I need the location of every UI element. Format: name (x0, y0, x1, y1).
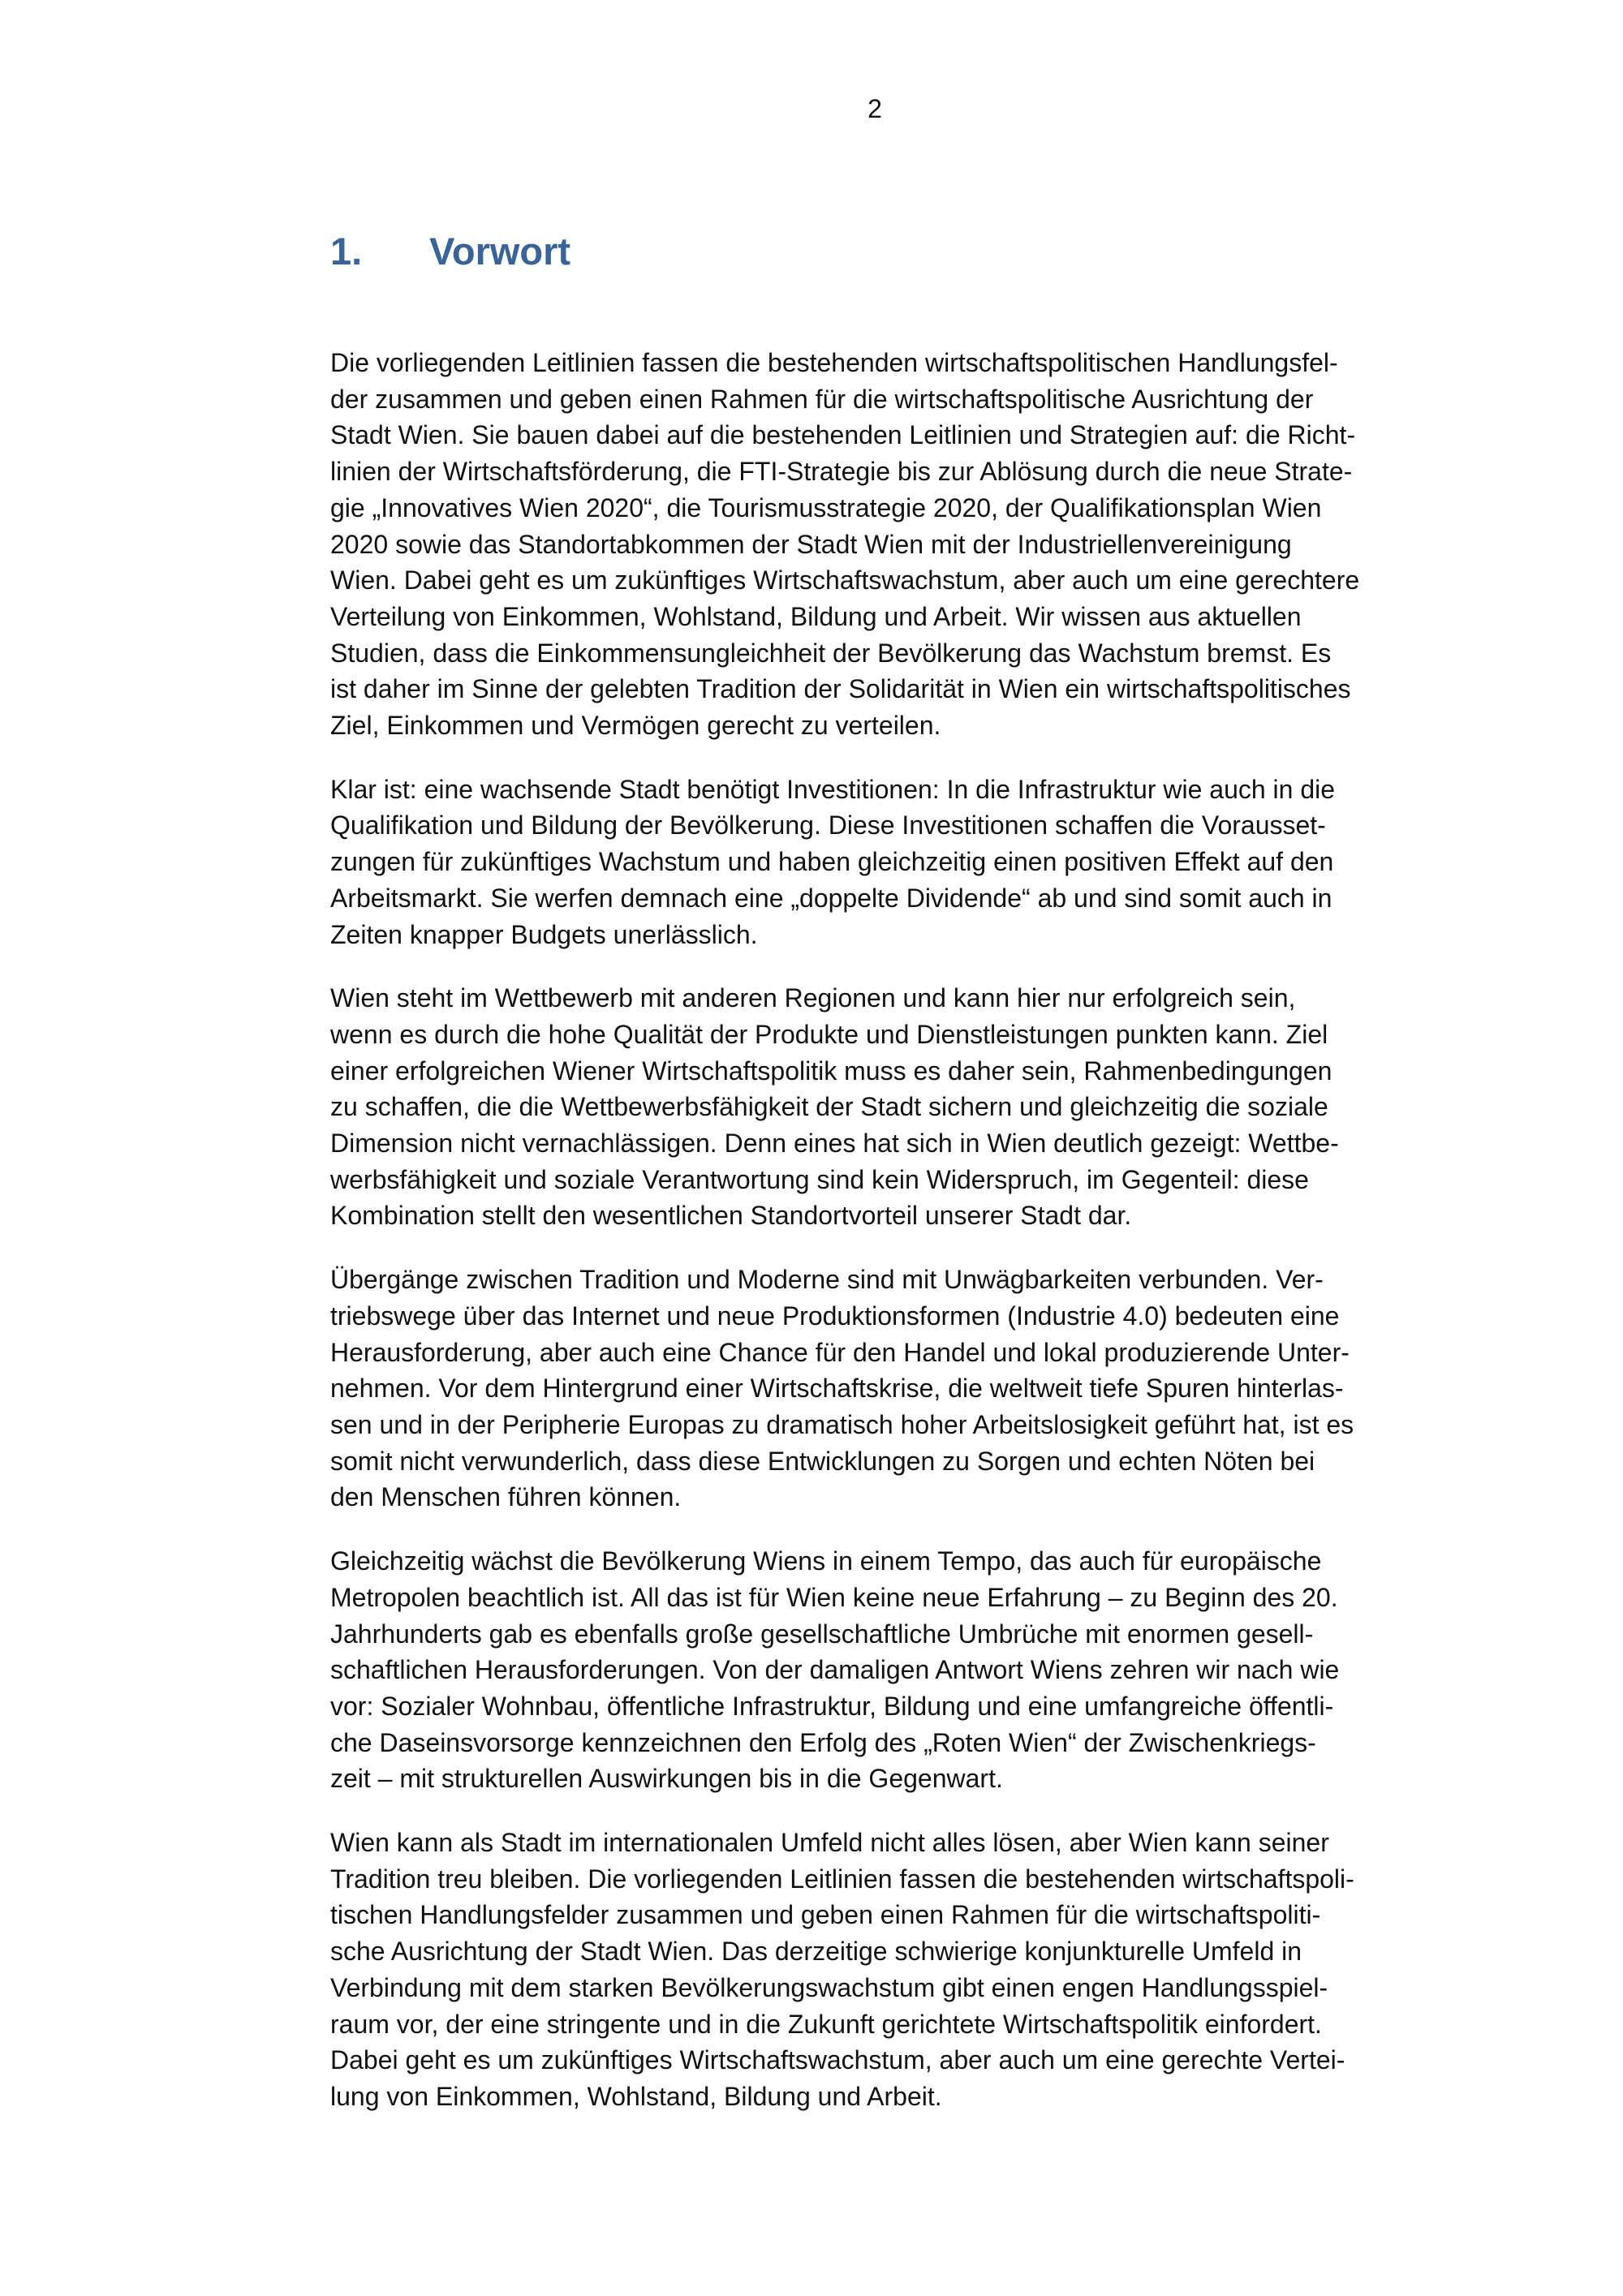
text-line: Wien steht im Wettbewerb mit anderen Regionen und kann hier nur erfolgreich sein, (330, 983, 1296, 1013)
text-line: Kombination stellt den wesentlichen Standortvorteil unserer Stadt dar. (330, 1201, 1132, 1231)
text-line: vor: Sozialer Wohnbau, öffentliche Infrastruktur, Bildung und eine umfangreiche öffentli- (330, 1691, 1334, 1721)
text-line: zu schaffen, die die Wettbewerbsfähigkeit der Stadt sichern und gleichzeitig die soziale (330, 1092, 1328, 1122)
text-line: lung von Einkommen, Wohlstand, Bildung und Arbeit. (330, 2081, 942, 2111)
text-line: Verteilung von Einkommen, Wohlstand, Bildung und Arbeit. Wir wissen aus aktuellen (330, 601, 1302, 631)
text-line: Arbeitsmarkt. Sie werfen demnach eine „doppelte Dividende“ ab und sind somit auch in (330, 883, 1332, 913)
text-line: nehmen. Vor dem Hintergrund einer Wirtschaftskrise, die weltweit tiefe Spuren hinterlas- (330, 1374, 1344, 1404)
text-line: Stadt Wien. Sie bauen dabei auf die bestehenden Leitlinien und Strategien auf: die Richt- (330, 420, 1356, 450)
text-line: raum vor, der eine stringente und in die Zukunft gerichtete Wirtschaftspolitik einfordert. (330, 2009, 1322, 2039)
text-line: einer erfolgreichen Wiener Wirtschaftspolitik muss es daher sein, Rahmenbedingungen (330, 1056, 1332, 1086)
text-line: werbsfähigkeit und soziale Verantwortung sind kein Widerspruch, im Gegenteil: diese (330, 1164, 1309, 1194)
paragraph (330, 980, 1466, 1234)
paragraph (330, 1825, 1466, 2115)
text-line: Dimension nicht vernachlässigen. Denn eines hat sich in Wien deutlich gezeigt: Wettbe- (330, 1129, 1339, 1159)
text-line: den Menschen führen können. (330, 1482, 682, 1512)
text-line: somit nicht verwunderlich, dass diese Entwicklungen zu Sorgen und echten Nöten bei (330, 1446, 1315, 1476)
text-line: Wien kann als Stadt im internationalen Umfeld nicht alles lösen, aber Wien kann seiner (330, 1828, 1329, 1858)
text-line: Metropolen beachtlich ist. All das ist für Wien keine neue Erfahrung – zu Beginn des 20. (330, 1582, 1338, 1612)
section-title: Vorwort (429, 230, 571, 273)
section-heading (330, 229, 570, 273)
paragraph (330, 345, 1466, 744)
text-line: Jahrhunderts gab es ebenfalls große gesellschaftliche Umbrüche mit enormen gesell- (330, 1619, 1314, 1649)
text-line: der zusammen und geben einen Rahmen für die wirtschaftspolitische Ausrichtung der (330, 384, 1314, 414)
text-line: tischen Handlungsfelder zusammen und geben einen Rahmen für die wirtschaftspoliti- (330, 1900, 1321, 1930)
text-line: Übergänge zwischen Tradition und Moderne sind mit Unwägbarkeiten verbunden. Ver- (330, 1265, 1324, 1295)
section-number: 1. (330, 230, 363, 273)
text-line: Klar ist: eine wachsende Stadt benötigt Investitionen: In die Infrastruktur wie auch in die (330, 774, 1336, 804)
text-line: triebswege über das Internet und neue Produktionsformen (Industrie 4.0) bedeuten eine (330, 1301, 1340, 1331)
text-line: Die vorliegenden Leitlinien fassen die bestehenden wirtschaftspolitischen Handlungsfel- (330, 348, 1338, 377)
paragraph (330, 1262, 1466, 1516)
text-line: Verbindung mit dem starken Bevölkerungswachstum gibt einen engen Handlungsspiel- (330, 1972, 1328, 2002)
text-line: linien der Wirtschaftsförderung, die FTI-Strategie bis zur Ablösung durch die neue Strate- (330, 457, 1353, 487)
text-line: Qualifikation und Bildung der Bevölkerung. Diese Investitionen schaffen die Vorausset- (330, 810, 1326, 841)
text-line: ist daher im Sinne der gelebten Tradition der Solidarität in Wien ein wirtschaftspolitisches (330, 674, 1351, 704)
text-line: schaftlichen Herausforderungen. Von der damaligen Antwort Wiens zehren wir nach wie (330, 1655, 1340, 1685)
text-line: Studien, dass die Einkommensungleichheit der Bevölkerung das Wachstum bremst. Es (330, 638, 1332, 668)
text-line: Tradition treu bleiben. Die vorliegenden Leitlinien fassen die bestehenden wirtschaftspoli- (330, 1864, 1354, 1894)
paragraph (330, 1543, 1466, 1797)
text-line: gie „Innovatives Wien 2020“, die Tourismusstrategie 2020, der Qualifikationsplan Wien (330, 492, 1322, 522)
paragraph (330, 772, 1466, 953)
text-line: Dabei geht es um zukünftiges Wirtschaftswachstum, aber auch um eine gerechte Vertei- (330, 2045, 1345, 2075)
text-line: wenn es durch die hohe Qualität der Produkte und Dienstleistungen punkten kann. Ziel (330, 1019, 1328, 1049)
text-line: zungen für zukünftiges Wachstum und haben gleichzeitig einen positiven Effekt auf den (330, 847, 1334, 877)
page-number: 2 (867, 94, 882, 123)
text-line: 2020 sowie das Standortabkommen der Stadt Wien mit der Industriellenvereinigung (330, 529, 1292, 559)
text-line: sche Ausrichtung der Stadt Wien. Das derzeitige schwierige konjunkturelle Umfeld in (330, 1937, 1302, 1967)
text-line: zeit – mit strukturellen Auswirkungen bis in die Gegenwart. (330, 1764, 1003, 1794)
text-line: Ziel, Einkommen und Vermögen gerecht zu verteilen. (330, 711, 941, 741)
text-line: sen und in der Peripherie Europas zu dramatisch hoher Arbeitslosigkeit geführt hat, ist es (330, 1409, 1354, 1439)
text-line: Gleichzeitig wächst die Bevölkerung Wiens in einem Tempo, das auch für europäische (330, 1546, 1322, 1576)
text-line: Zeiten knapper Budgets unerlässlich. (330, 919, 758, 949)
text-line: che Daseinsvorsorge kennzeichnen den Erfolg des „Roten Wien“ der Zwischenkriegs- (330, 1727, 1316, 1757)
text-line: Wien. Dabei geht es um zukünftiges Wirtschaftswachstum, aber auch um eine gerechtere (330, 565, 1360, 595)
text-line: Herausforderung, aber auch eine Chance für den Handel und lokal produzierende Unter- (330, 1337, 1350, 1367)
body-text (330, 345, 1466, 2143)
